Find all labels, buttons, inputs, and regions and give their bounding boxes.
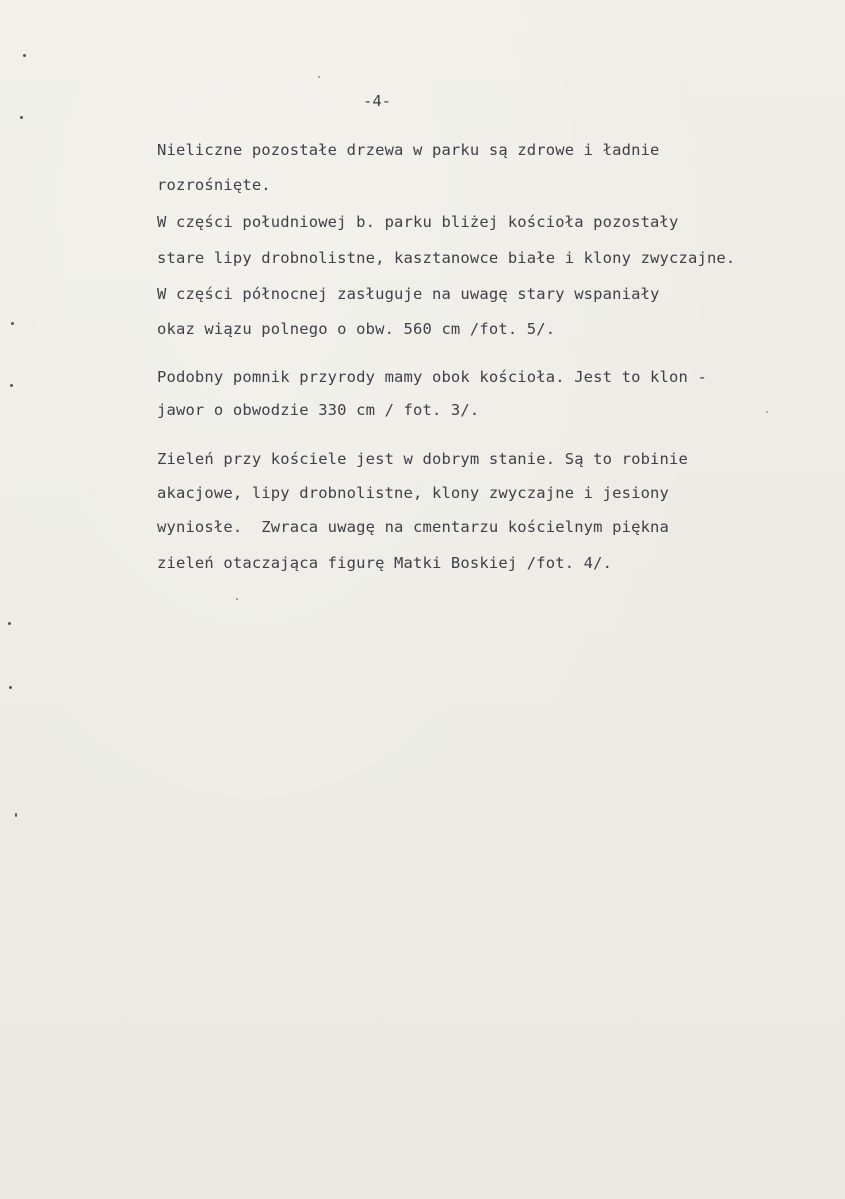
paragraph-1-line-3: W części południowej b. parku bliżej kościoła pozostały [157, 213, 679, 231]
scan-speck [23, 54, 26, 57]
paragraph-3-line-3: wyniosłe. Zwraca uwagę na cmentarzu kościelnym piękna [157, 518, 670, 536]
scan-speck [10, 384, 13, 387]
paragraph-2-line-1: Podobny pomnik przyrody mamy obok kościoła. Jest to klon - [157, 368, 707, 386]
scan-speck [20, 116, 23, 119]
paragraph-2-line-2: jawor o obwodzie 330 cm / fot. 3/. [157, 401, 480, 419]
scan-speck [236, 598, 238, 600]
scan-speck [8, 622, 11, 625]
paragraph-3-line-2: akacjowe, lipy drobnolistne, klony zwyczajne i jesiony [157, 484, 670, 502]
paragraph-3-line-4: zieleń otaczająca figurę Matki Boskiej /fot. 4/. [157, 554, 613, 572]
scan-speck [9, 686, 12, 689]
scan-speck [318, 76, 320, 78]
paragraph-1-line-1: Nieliczne pozostałe drzewa w parku są zdrowe i ładnie [157, 141, 660, 159]
scan-speck [766, 411, 768, 413]
scan-speck [15, 813, 17, 817]
scan-speck [11, 322, 14, 325]
paragraph-1-line-5: W części północnej zasługuje na uwagę stary wspaniały [157, 285, 660, 303]
page-number: -4- [363, 92, 391, 110]
paragraph-3-line-1: Zieleń przy kościele jest w dobrym stanie. Są to robinie [157, 450, 688, 468]
paragraph-1-line-4: stare lipy drobnolistne, kasztanowce białe i klony zwyczajne. [157, 249, 736, 267]
paragraph-1-line-6: okaz wiązu polnego o obw. 560 cm /fot. 5/. [157, 320, 556, 338]
paragraph-1-line-2: rozrośnięte. [157, 176, 271, 194]
